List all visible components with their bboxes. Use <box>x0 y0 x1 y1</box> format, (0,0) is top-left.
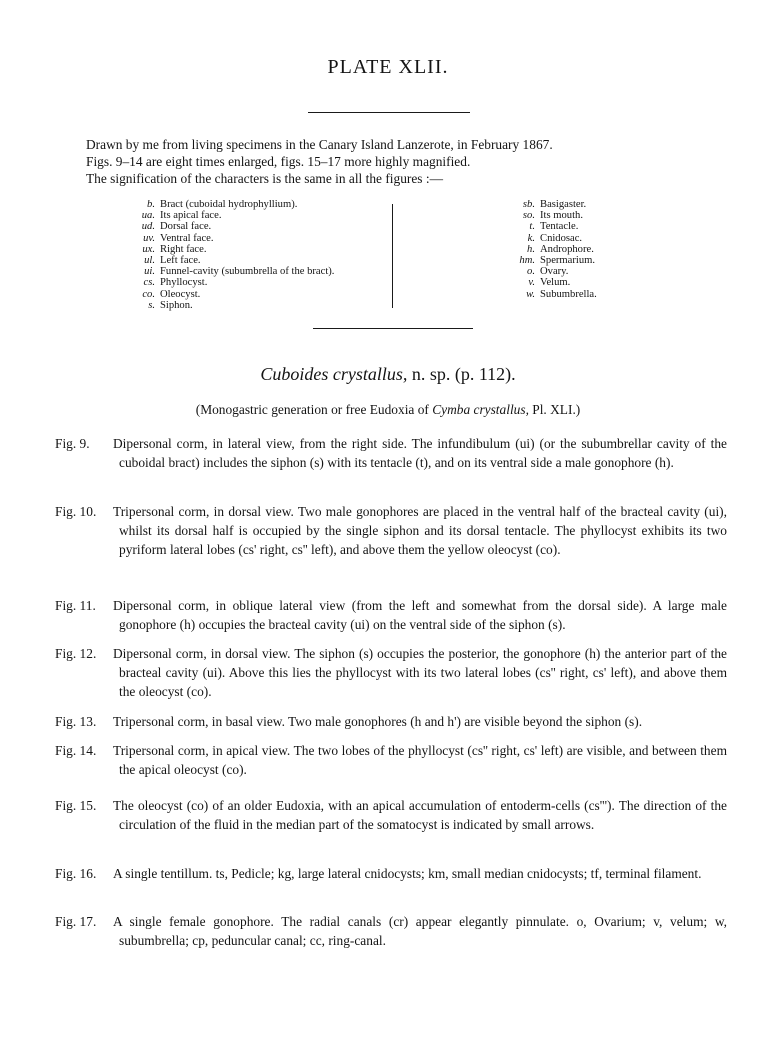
legend-entry <box>500 244 597 255</box>
legend-entry <box>500 289 597 300</box>
intro-paragraph <box>86 136 706 187</box>
legend-abbr: so. <box>522 210 535 222</box>
figure-entry <box>55 502 727 559</box>
legend-entry <box>120 210 334 221</box>
species-name: Cuboides crystallus, <box>260 364 408 384</box>
legend-entry <box>120 277 334 288</box>
legend-desc: Siphon. <box>160 299 193 311</box>
legend-abbr: w. <box>526 288 535 300</box>
legend-abbr: v. <box>528 277 535 289</box>
legend-entry <box>500 255 597 266</box>
legend-entry <box>120 289 334 300</box>
legend-desc: Right face. <box>160 243 207 255</box>
top-divider <box>308 112 470 113</box>
figure-label: Fig. 15. <box>55 798 97 813</box>
legend-desc: Its apical face. <box>160 210 222 222</box>
figure-label: Fig. 10. <box>55 504 97 519</box>
figure-entry <box>55 596 727 634</box>
legend-entry <box>500 233 597 244</box>
figure-label: Fig. 17. <box>55 914 97 929</box>
figure-entry <box>55 712 727 731</box>
legend-abbr: ul. <box>144 255 155 267</box>
figure-entry <box>55 864 727 883</box>
legend-desc: Bract (cuboidal hydrophyllium). <box>160 199 298 210</box>
legend-entry <box>120 300 334 311</box>
figure-text: The oleocyst (co) of an older Eudoxia, with an apical accumulation of entoderm-cells (cs'''). The direction of the circulation of the fluid in the median part of the somatocyst is indicated by small arrows. <box>113 798 727 832</box>
subtitle-after: Pl. XLI.) <box>528 402 581 417</box>
legend-desc: Its mouth. <box>540 210 583 222</box>
legend-abbr: ua. <box>141 210 155 222</box>
legend-desc: Subumbrella. <box>540 288 597 300</box>
legend-abbr: h. <box>527 243 535 255</box>
legend-left-column <box>120 199 334 311</box>
legend-desc: Left face. <box>160 255 201 267</box>
legend-entry <box>120 233 334 244</box>
figure-label: Fig. 13. <box>55 714 97 729</box>
figure-label: Fig. 16. <box>55 866 97 881</box>
legend-abbr: co. <box>142 288 155 300</box>
legend-divider <box>392 204 393 308</box>
legend-abbr: b. <box>147 199 155 210</box>
legend-entry <box>120 221 334 232</box>
figure-label: Fig. 11. <box>55 598 96 613</box>
legend-desc: Ovary. <box>540 266 569 278</box>
intro-line-1: Drawn by me from living specimens in the Canary Island Lanzerote, in February 1867. <box>86 137 553 152</box>
legend-entry <box>120 199 334 210</box>
subtitle-before: (Monogastric generation or free Eudoxia of <box>195 402 433 417</box>
species-page-ref: n. sp. (p. 112). <box>407 364 516 384</box>
figure-entry <box>55 796 727 834</box>
legend-entry <box>500 221 597 232</box>
legend-entry <box>500 199 597 210</box>
figure-entry <box>55 912 727 950</box>
legend-abbr: t. <box>529 221 535 233</box>
legend-desc: Funnel-cavity (subumbrella of the bract). <box>160 266 335 278</box>
plate-title: PLATE XLII. <box>327 56 449 78</box>
legend-abbr: sb. <box>522 199 535 210</box>
figure-text: Tripersonal corm, in dorsal view. Two male gonophores are placed in the ventral half of the bracteal cavity (ui), whilst its dorsal half is occupied by the single siphon and its dorsal tentacle. The phyllocyst exhibits its two pyriform lateral lobes (cs' right, cs'' left), and above them the yellow oleocyst (co). <box>113 504 727 557</box>
subtitle-italic: Cymba crystallus, <box>432 402 529 417</box>
legend-desc: Cnidosac. <box>540 232 583 244</box>
legend-desc: Basigaster. <box>540 199 587 210</box>
figure-text: Tripersonal corm, in basal view. Two male gonophores (h and h') are visible beyond the siphon (s). <box>113 714 643 729</box>
legend-abbr: ud. <box>141 221 155 233</box>
legend-desc: Androphore. <box>540 243 594 255</box>
figure-text: Dipersonal corm, in oblique lateral view (from the left and somewhat from the dorsal side). A large male gonophore (h) occupies the bracteal cavity (ui) on the ventral side of the siphon (s). <box>113 598 727 632</box>
legend-entry <box>120 244 334 255</box>
figure-text: Tripersonal corm, in apical view. The two lobes of the phyllocyst (cs'' right, cs' left) are visible, and between them the apical oleocyst (co). <box>113 743 727 777</box>
figure-text: Dipersonal corm, in lateral view, from the right side. The infundibulum (ui) (or the subumbrellar cavity of the cuboidal bract) includes the siphon (s) with its tentacle (t), and on its ventral side a male gonophore (h). <box>113 436 727 470</box>
mid-divider <box>313 328 473 329</box>
intro-line-2: Figs. 9–14 are eight times enlarged, figs. 15–17 more highly magnified. <box>86 154 471 169</box>
figure-text: A single tentillum. ts, Pedicle; kg, large lateral cnidocysts; km, small median cnidocysts; tf, terminal filament. <box>113 866 702 881</box>
intro-line-3: The signification of the characters is the same in all the figures :— <box>86 171 443 186</box>
legend-abbr: uv. <box>143 232 155 244</box>
legend-abbr: hm. <box>519 255 535 267</box>
figure-text: Dipersonal corm, in dorsal view. The siphon (s) occupies the posterior, the gonophore (h) the anterior part of the bracteal cavity (ui). Above this lies the phyllocyst with its two lateral lobes (cs'' right, cs' left), and above them the oleocyst (co). <box>113 646 727 699</box>
legend-desc: Oleocyst. <box>160 288 201 300</box>
legend-desc: Ventral face. <box>160 232 214 244</box>
legend-right-column <box>500 199 597 300</box>
legend-entry <box>120 255 334 266</box>
legend-abbr: ux. <box>142 243 155 255</box>
legend-entry <box>500 266 597 277</box>
legend-desc: Dorsal face. <box>160 221 212 233</box>
figure-entry <box>55 434 727 472</box>
legend-abbr: ui. <box>144 266 155 278</box>
species-heading <box>0 364 776 385</box>
figure-entry <box>55 741 727 779</box>
figure-label: Fig. 12. <box>55 646 97 661</box>
legend-desc: Phyllocyst. <box>160 277 208 289</box>
legend-desc: Tentacle. <box>540 221 579 233</box>
legend-abbr: k. <box>527 232 535 244</box>
figure-label: Fig. 14. <box>55 743 97 758</box>
legend-abbr: cs. <box>143 277 155 289</box>
figure-text: A single female gonophore. The radial canals (cr) appear elegantly pinnulate. o, Ovarium; v, velum; w, subumbrella; cp, peduncular canal; cc, ring-canal. <box>113 914 727 948</box>
species-subtitle <box>0 402 776 418</box>
figure-entry <box>55 644 727 701</box>
legend-entry <box>500 277 597 288</box>
legend-entry <box>120 266 334 277</box>
figure-label: Fig. 9. <box>55 436 90 451</box>
legend-abbr: s. <box>148 299 155 311</box>
legend-desc: Velum. <box>540 277 571 289</box>
legend-desc: Spermarium. <box>540 255 596 267</box>
legend-entry <box>500 210 597 221</box>
legend-abbr: o. <box>527 266 535 278</box>
